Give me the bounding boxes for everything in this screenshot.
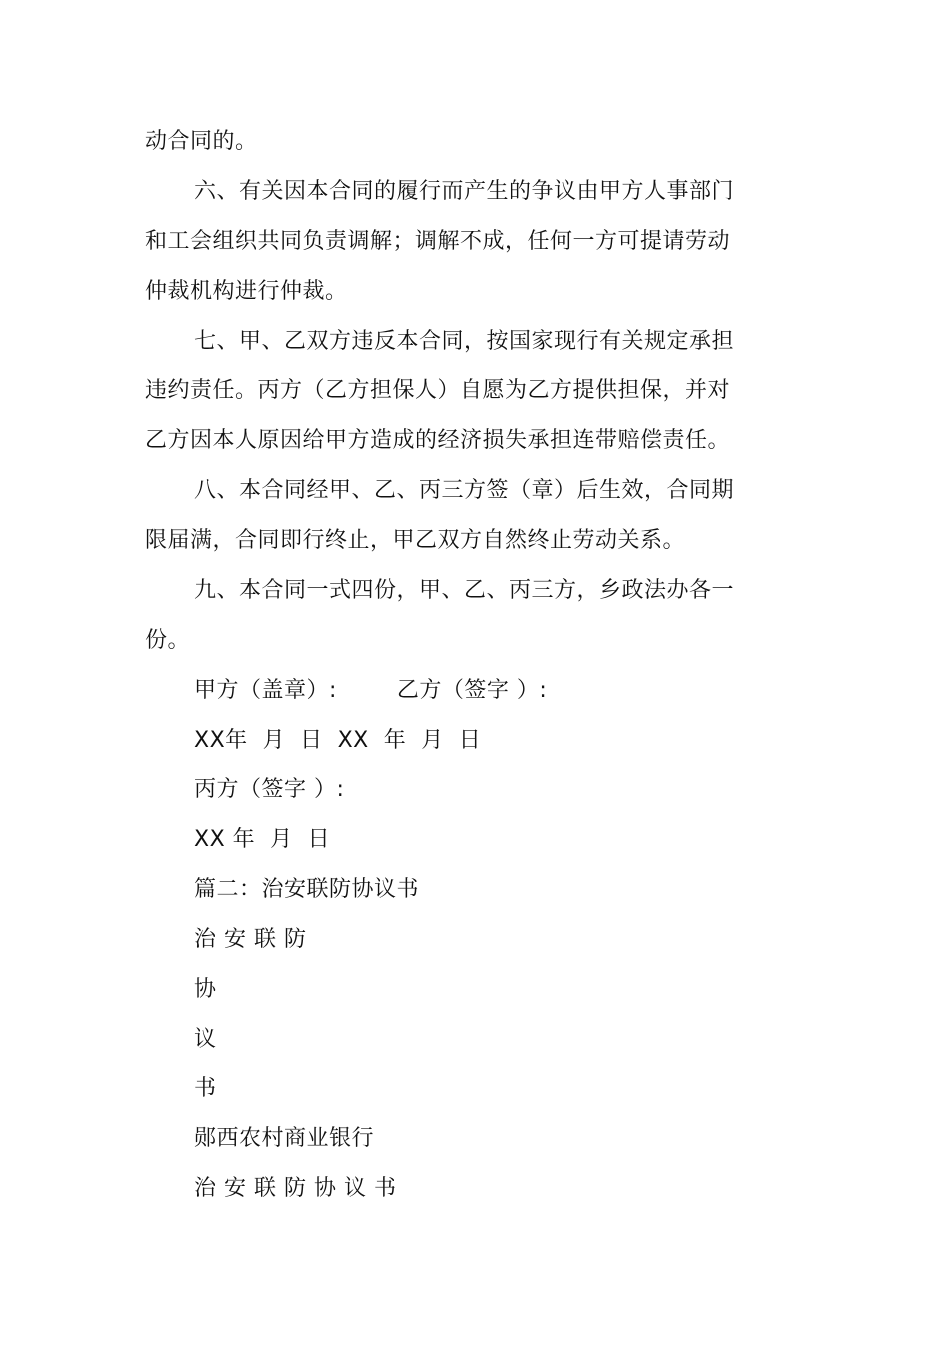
text-line: 乙方因本人原因给甲方造成的经济损失承担连带赔偿责任。: [145, 428, 731, 453]
text-line: 动合同的。: [145, 129, 258, 154]
bank-name: 郧西农村商业银行: [194, 1126, 375, 1151]
document-title: 治 安 联 防 协 议 书: [194, 1176, 397, 1201]
signature-line-parties: 甲方（盖章）: 乙方（签字 ）:: [194, 678, 548, 703]
title-fragment: 议: [194, 1027, 217, 1052]
title-fragment: 治 安 联 防: [194, 927, 307, 952]
date-line: XX 年 月 日: [194, 827, 331, 852]
signature-line-guarantor: 丙方（签字 ）:: [194, 777, 345, 802]
clause-7: 七、甲、乙双方违反本合同，按国家现行有关规定承担: [194, 329, 735, 354]
clause-8: 八、本合同经甲、乙、丙三方签（章）后生效，合同期: [194, 478, 735, 503]
title-fragment: 书: [194, 1076, 217, 1101]
date-line: XX年 月 日 XX 年 月 日: [194, 728, 482, 753]
text-line: 和工会组织共同负责调解；调解不成，任何一方可提请劳动: [145, 229, 731, 254]
clause-9: 九、本合同一式四份，甲、乙、丙三方，乡政法办各一: [194, 578, 735, 603]
title-fragment: 协: [194, 977, 217, 1002]
text-line: 违约责任。丙方（乙方担保人）自愿为乙方提供担保，并对: [145, 378, 731, 403]
clause-6: 六、有关因本合同的履行而产生的争议由甲方人事部门: [194, 179, 735, 204]
text-line: 限届满，合同即行终止，甲乙双方自然终止劳动关系。: [145, 528, 686, 553]
text-line: 仲裁机构进行仲裁。: [145, 279, 348, 304]
section-heading: 篇二：治安联防协议书: [194, 877, 420, 902]
text-line: 份。: [145, 628, 191, 653]
